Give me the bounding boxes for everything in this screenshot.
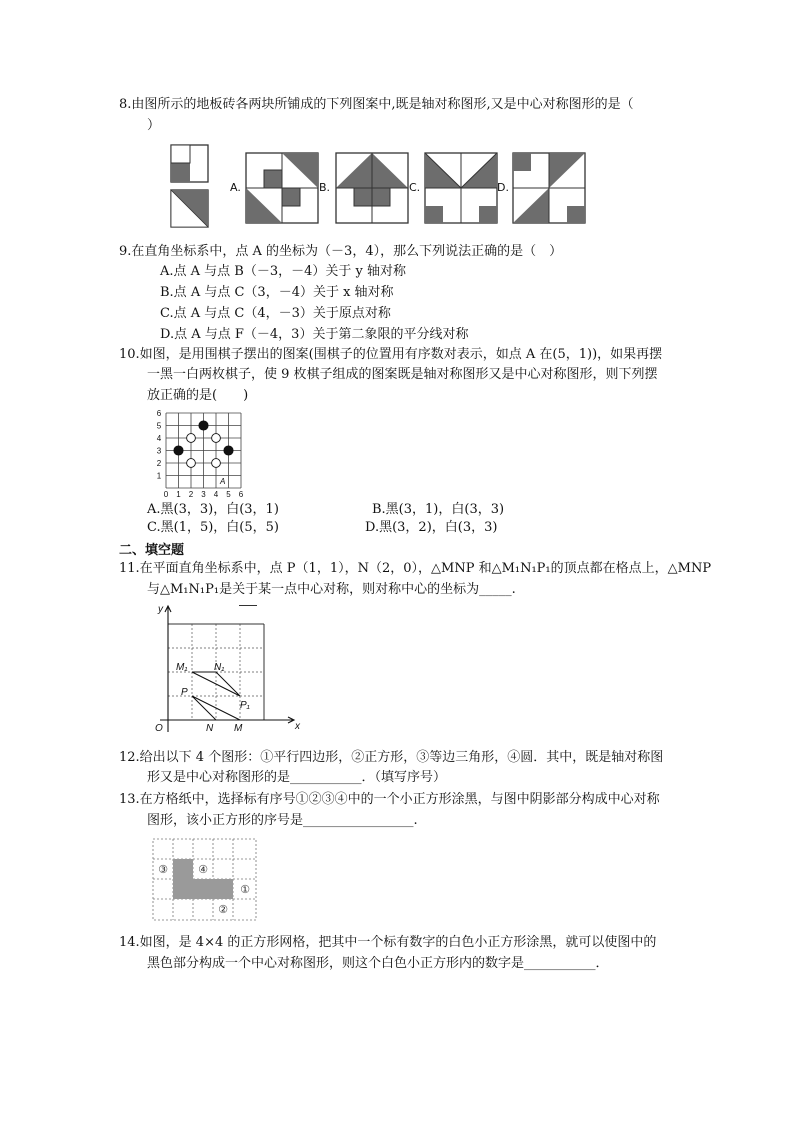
- q13-label-1: ①: [240, 883, 250, 896]
- q11-n-label: N: [206, 723, 214, 734]
- q9-option-a: A.点 A 与点 B（－3，－4）关于 y 轴对称: [160, 264, 407, 279]
- q9-stem: 9.在直角坐标系中，点 A 的坐标为（－3，4），那么下列说法正确的是（ ）: [119, 244, 563, 259]
- q8-stem-line2: ）: [147, 118, 161, 133]
- q10-x-tick: 2: [188, 490, 194, 499]
- q12-stem-line1: 12.给出以下 4 个图形：①平行四边形，②正方形，③等边三角形，④圆．其中，既是轴对称图: [119, 750, 664, 765]
- white-stone: [212, 459, 221, 468]
- q8-option-b-label: B.: [319, 181, 331, 194]
- q11-p1-label: P₁: [240, 700, 250, 711]
- q11-coordinate-figure: [148, 602, 308, 738]
- q10-x-tick: 1: [176, 490, 181, 499]
- q11-x-axis-label: x: [295, 721, 300, 732]
- q10-stem-line3: 放正确的是( ): [147, 388, 249, 403]
- q11-stem-line1: 11.在平面直角坐标系中，点 P（1，1），N（2，0），△MNP 和△M₁N₁P₁的顶点都在格点上，△MNP: [119, 561, 712, 576]
- q10-y-tick: 6: [156, 409, 162, 418]
- q11-m-label: M: [234, 723, 243, 734]
- q10-x-tick: 3: [201, 490, 206, 499]
- q8-option-c-figure: [424, 152, 498, 224]
- q8-tiles-figure: [170, 144, 210, 228]
- q9-option-b: B.点 A 与点 C（3，－4）关于 x 轴对称: [160, 285, 394, 300]
- q10-y-tick: 5: [156, 421, 162, 431]
- q14-stem-line1: 14.如图，是 4×4 的正方形网格，把其中一个标有数字的白色小正方形涂黑，就可以使图中的: [119, 935, 657, 950]
- q10-y-tick: 3: [156, 446, 162, 456]
- q10-stem-line2: 一黑一白两枚棋子，使 9 枚棋子组成的图案既是轴对称图形又是中心对称图形，则下列摆: [147, 367, 658, 382]
- q10-x-tick: 0: [163, 490, 169, 499]
- q8-option-a-label: A.: [230, 181, 241, 194]
- q10-go-board-figure: [152, 404, 248, 500]
- black-stone: [174, 446, 183, 455]
- q8-option-a-figure: [245, 152, 319, 224]
- q12-stem-line2: 形又是中心对称图形的是___________．（填写序号）: [147, 770, 447, 785]
- q10-x-tick: 5: [226, 490, 231, 499]
- q8-option-c-label: C.: [409, 181, 421, 194]
- q10-point-a-label: A: [220, 477, 226, 486]
- q8-option-b-figure: [335, 152, 409, 224]
- q13-label-2: ②: [218, 903, 228, 916]
- q11-origin-label: O: [155, 723, 163, 734]
- q11-y-axis-label: y: [158, 604, 163, 615]
- q10-option-a: A.黑(3，3)，白(3，1): [147, 502, 279, 517]
- q13-stem-line2: 图形，该小正方形的序号是_________________.: [147, 813, 418, 828]
- q14-stem-line2: 黑色部分构成一个中心对称图形，则这个白色小正方形内的数字是___________．: [147, 956, 609, 971]
- q10-x-tick: 4: [213, 490, 219, 499]
- q10-y-tick: 2: [156, 459, 162, 468]
- q10-x-tick: 6: [238, 490, 244, 499]
- q13-stem-line1: 13.在方格纸中，选择标有序号①②③④中的一个小正方形涂黑，与图中阴影部分构成中心对称: [119, 792, 660, 807]
- white-stone: [212, 434, 221, 443]
- q10-option-d: D.黑(3，2)，白(3，3): [365, 520, 498, 535]
- shaded-cell: [193, 879, 233, 899]
- q10-y-tick: 4: [156, 434, 162, 443]
- q10-option-b: B.黑(3，1)，白(3，3): [372, 502, 505, 517]
- black-stone: [199, 421, 208, 430]
- q8-stem-line1: 8.由图所示的地板砖各两块所铺成的下列图案中,既是轴对称图形,又是中心对称图形的是（: [119, 97, 634, 112]
- q11-stem-line2: 与△M₁N₁P₁是关于某一点中心对称，则对称中心的坐标为_____.: [147, 582, 516, 597]
- q11-n1-label: N₁: [214, 662, 225, 673]
- white-stone: [187, 434, 196, 443]
- q9-option-d: D.点 A 与点 F（－4，3）关于第二象限的平分线对称: [160, 327, 469, 342]
- q8-option-d-figure: [512, 152, 586, 224]
- q13-label-3: ③: [158, 863, 168, 876]
- q9-option-c: C.点 A 与点 C（4，－3）关于原点对称: [160, 306, 391, 321]
- q11-m1-label: M₁: [176, 662, 188, 673]
- white-stone: [187, 459, 196, 468]
- q10-y-tick: 1: [156, 471, 162, 481]
- shaded-cell: [173, 859, 193, 899]
- q13-grid-figure: [152, 838, 258, 922]
- q11-p-label: P: [181, 687, 188, 698]
- black-stone: [224, 446, 233, 455]
- q8-option-d-label: D.: [497, 181, 509, 194]
- section-fill-in-title: 二、填空题: [119, 543, 185, 558]
- q10-stem-line1: 10.如图，是用围棋子摆出的图案(围棋子的位置用有序数对表示，如点 A 在(5，1))，如果再摆: [119, 347, 663, 362]
- q10-option-c: C.黑(1，5)，白(5，5): [147, 520, 279, 535]
- q13-label-4: ④: [198, 863, 208, 876]
